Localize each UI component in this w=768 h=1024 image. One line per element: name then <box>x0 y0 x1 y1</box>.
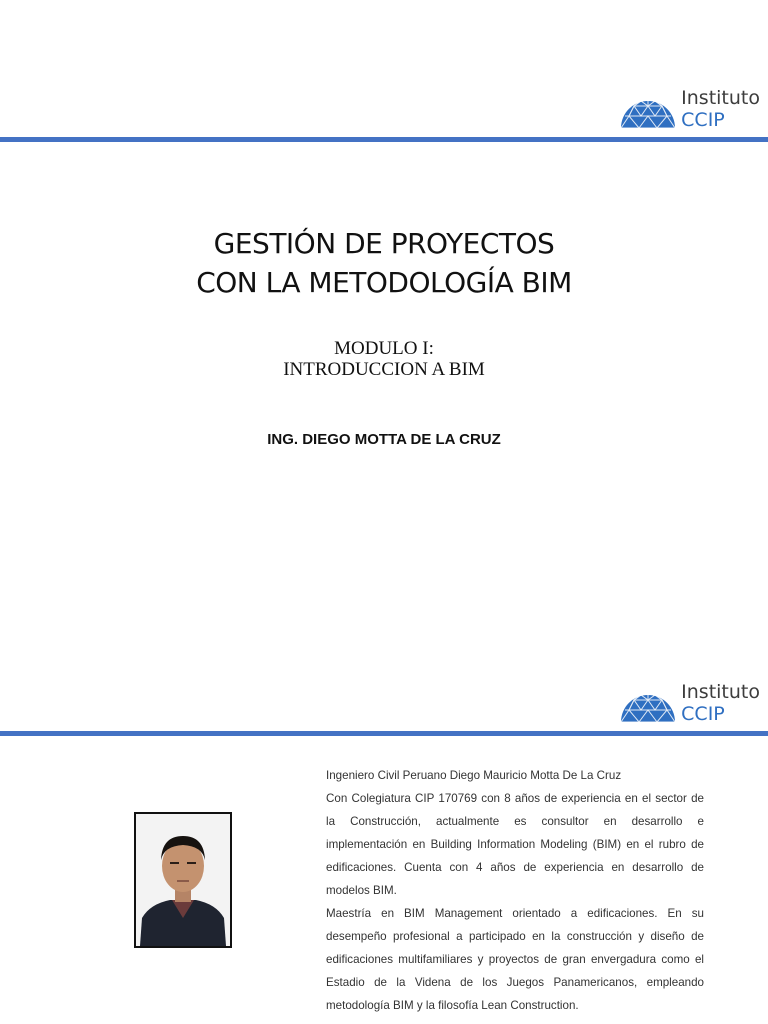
header-divider <box>0 731 768 736</box>
instituto-ccip-logo <box>619 682 760 724</box>
logo-text-ccip: CCIP <box>681 702 725 725</box>
speaker-photo <box>134 812 232 948</box>
header-divider <box>0 137 768 142</box>
bio-paragraph-masters: Maestría en BIM Management orientado a edificaciones. En su desempeño profesional a participado en la construcción y diseño de edificaciones multifamiliares y proyectos de gran envergadura como el Estadio de la Videna de los Juegos Panamericanos, empleando metodología BIM y la filosofía Lean Construction. <box>326 907 704 1012</box>
bio-slide <box>0 680 768 1024</box>
module-line-2: INTRODUCCION A BIM <box>283 359 485 380</box>
geodesic-globe-icon <box>619 88 677 130</box>
logo-text-instituto: Instituto <box>681 86 760 109</box>
author-name: ING. DIEGO MOTTA DE LA CRUZ <box>267 431 501 448</box>
instituto-ccip-logo <box>619 88 760 130</box>
geodesic-globe-icon <box>619 682 677 724</box>
module-line-1: MODULO I: <box>334 338 434 359</box>
presentation-title <box>0 224 768 302</box>
module-subtitle <box>0 338 768 380</box>
bio-heading: Ingeniero Civil Peruano Diego Mauricio Motta De La Cruz <box>326 769 622 782</box>
title-line-1: GESTIÓN DE PROYECTOS <box>213 227 555 260</box>
bio-paragraph-experience: Con Colegiatura CIP 170769 con 8 años de experiencia en el sector de la Construcción, actualmente es consultor en desarrollo e implementación en Building Information Modeling (BIM) en el rubro de edificaciones. Cuenta con 4 años de experiencia en desarrollo de modelos BIM. <box>326 792 704 897</box>
logo-text-ccip: CCIP <box>681 108 725 131</box>
portrait-image <box>136 814 230 946</box>
title-line-2: CON LA METODOLOGÍA BIM <box>196 266 572 299</box>
speaker-bio <box>326 764 704 1017</box>
logo-text-instituto: Instituto <box>681 680 760 703</box>
